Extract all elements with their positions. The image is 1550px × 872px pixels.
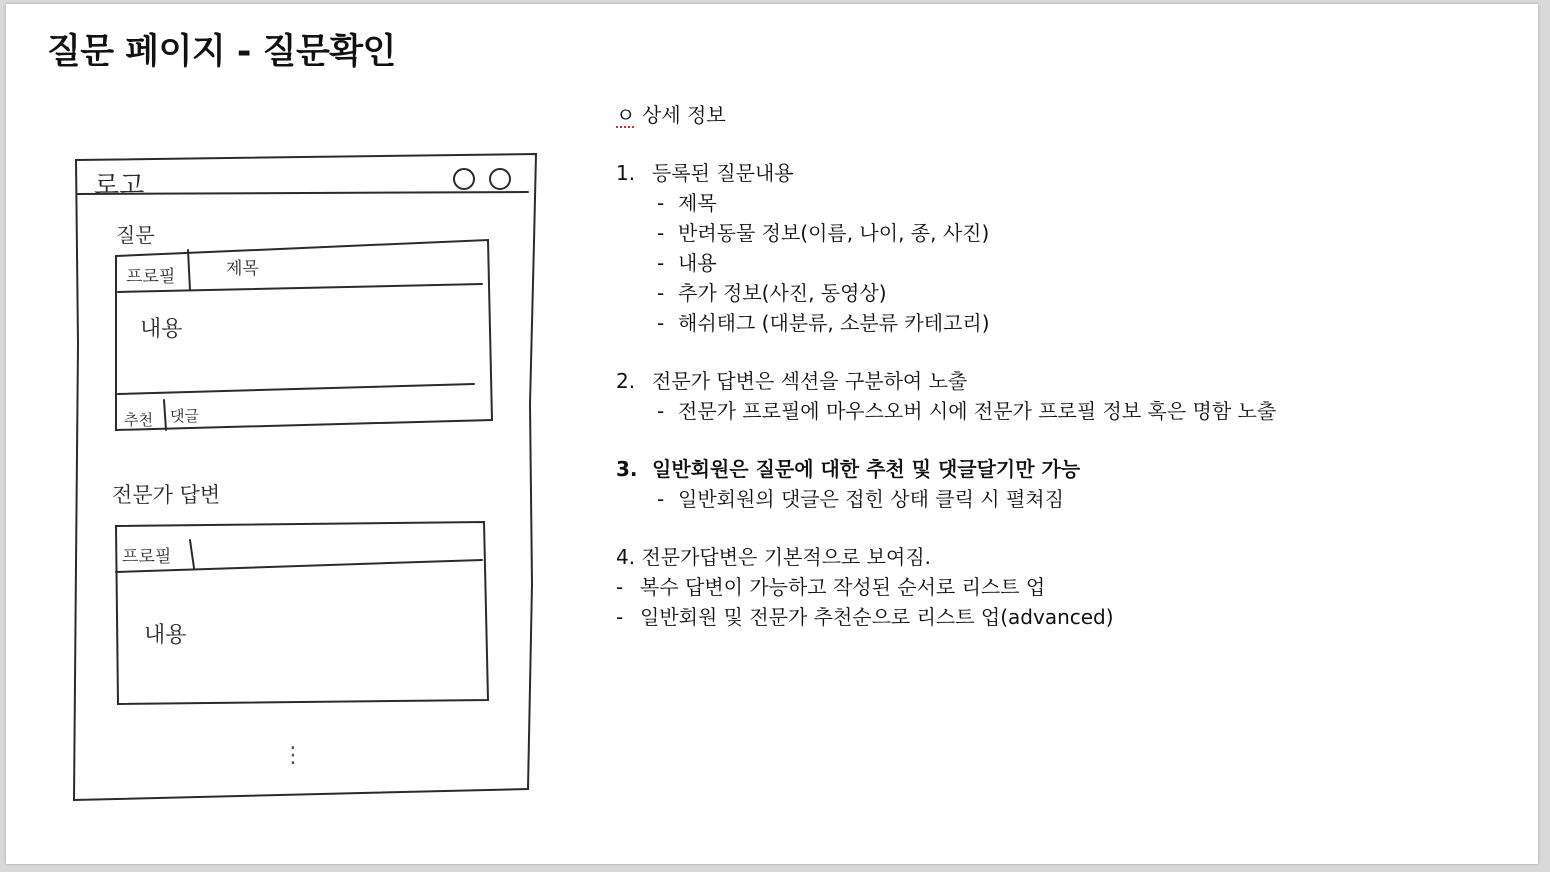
section-1	[616, 158, 1516, 188]
sketch-header-icon	[454, 169, 474, 189]
sketch-question-footer-divider	[118, 384, 474, 394]
list-item: - 추가 정보(사진, 동영상)	[657, 281, 887, 305]
sketch-recommend-divider	[164, 400, 166, 430]
sketch-profile-divider	[188, 250, 190, 290]
notes-header	[616, 100, 1516, 130]
section-4-text: 4. 전문가답변은 기본적으로 보여짐.	[616, 545, 931, 569]
sketch-answer-profile-divider	[190, 540, 194, 568]
sketch-header-icon-2	[490, 169, 510, 189]
sketch-more-indicator: ⋮	[282, 743, 304, 768]
notes-header-text: 상세 정보	[642, 103, 726, 127]
sketch-recommend-label: 추천	[124, 411, 153, 429]
wireframe-sketch	[58, 144, 548, 814]
list-item: - 일반회원 및 전문가 추천순으로 리스트 업(advanced)	[616, 605, 1114, 629]
section-1-number: 1.	[616, 161, 636, 185]
sketch-answer-profile-label: 프로필	[122, 547, 172, 567]
list-item: - 일반회원의 댓글은 접힌 상태 클릭 시 펼쳐짐	[657, 487, 1064, 511]
slide-title: 질문 페이지 - 질문확인	[47, 32, 396, 72]
list-item: - 해쉬태그 (대분류, 소분류 카테고리)	[657, 311, 990, 335]
list-item: - 제목	[657, 191, 717, 215]
section-2-number: 2.	[616, 369, 636, 393]
section-2	[616, 366, 1516, 396]
sketch-question-label: 질문	[116, 223, 155, 247]
sketch-header-divider	[78, 192, 528, 194]
sketch-profile-label: 프로필	[126, 267, 176, 287]
section-1-text: 등록된 질문내용	[652, 161, 794, 185]
sketch-answer-content-label: 내용	[144, 623, 187, 648]
header-bullet: ㅇ	[616, 103, 636, 127]
section-3-text: 일반회원은 질문에 대한 추천 및 댓글달기만 가능	[652, 457, 1081, 481]
sketch-content-label: 내용	[140, 317, 183, 342]
section-2-text: 전문가 답변은 섹션을 구분하여 노출	[652, 369, 968, 393]
sketch-logo: 로고	[94, 171, 145, 201]
list-item: - 반려동물 정보(이름, 나이, 종, 사진)	[657, 221, 990, 245]
list-item: - 내용	[657, 251, 717, 275]
sketch-answer-box	[116, 522, 488, 704]
sketch-expert-answer-label: 전문가 답변	[112, 483, 221, 507]
list-item: - 복수 답변이 가능하고 작성된 순서로 리스트 업	[616, 575, 1046, 599]
section-3-number: 3.	[616, 457, 638, 481]
list-item: - 전문가 프로필에 마우스오버 시에 전문가 프로필 정보 혹은 명함 노출	[657, 399, 1277, 423]
section-4	[616, 542, 1516, 572]
spec-notes	[616, 100, 1516, 632]
slide	[6, 4, 1538, 864]
sketch-title-label: 제목	[226, 259, 259, 279]
section-3	[616, 454, 1516, 484]
sketch-comment-label: 댓글	[170, 407, 199, 425]
